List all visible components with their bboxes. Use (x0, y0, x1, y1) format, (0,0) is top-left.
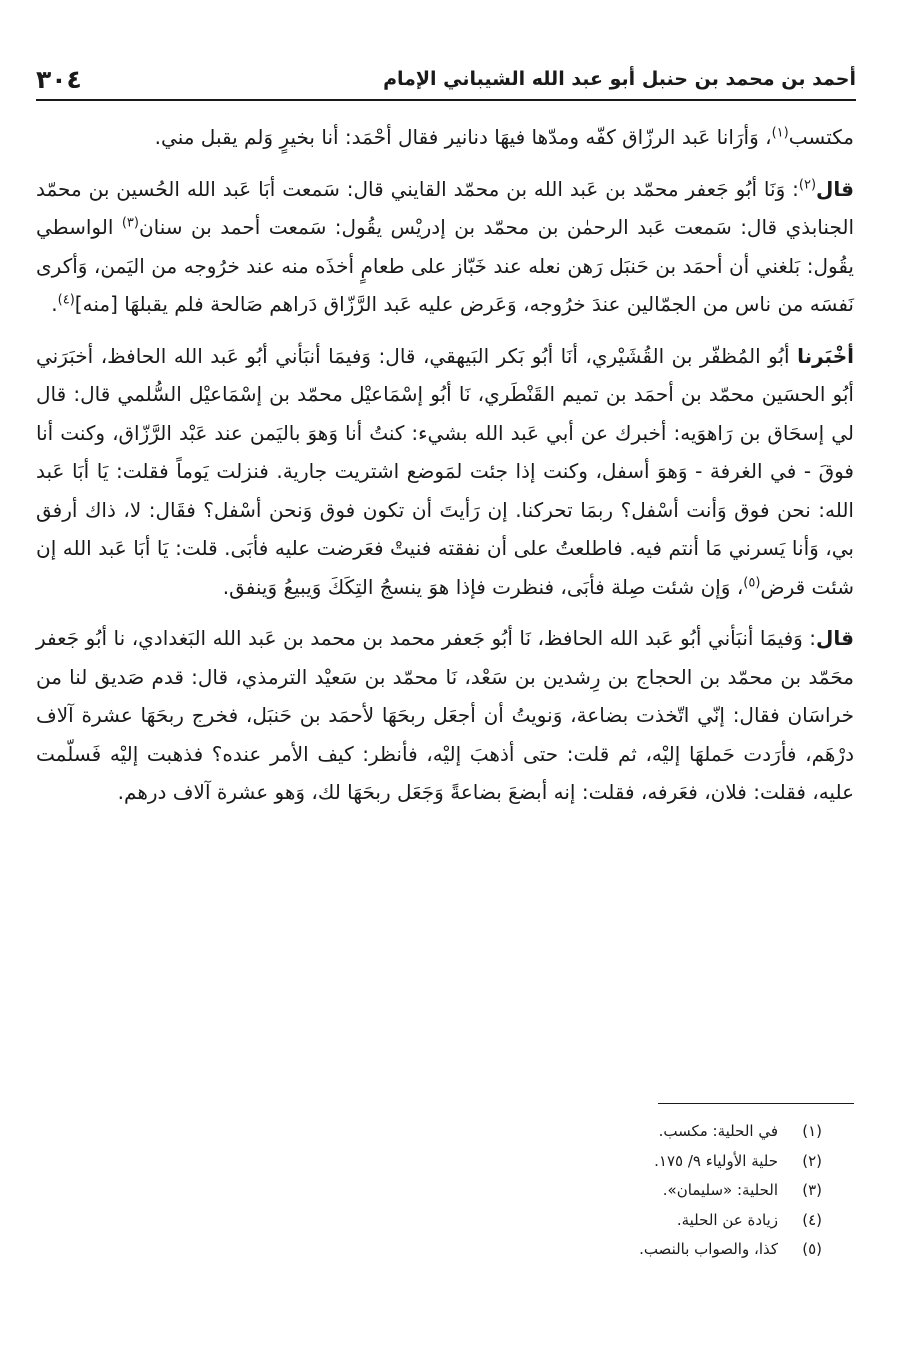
body-text (36, 118, 854, 825)
paragraph (36, 337, 854, 607)
footnote-number: (١) (802, 1122, 822, 1140)
header-rule (36, 99, 856, 101)
paragraph-lead-word: قال (816, 626, 854, 650)
footnote (300, 1235, 822, 1265)
footnote-ref: (٥) (743, 574, 761, 590)
paragraph-text: الواسطي يقُول: بَلغني أن أحمَد بن حَنبَل رَهن نعله عند خَبّاز على طعامٍ أخذَه منه عند خرُوجه من اليَمن، وَأكرى نَفسَه من ناس من الجمّالين عندَ خرُوجه، وَعَرض عليه عَبد الرَّزّاق دَراهم صَالحة فلم يقبلهَا [منه] (36, 215, 854, 316)
footnote-rule (658, 1103, 854, 1104)
page-number: ٣٠٤ (36, 64, 82, 94)
paragraph (36, 619, 854, 812)
running-title: أحمد بن محمد بن حنبل أبو عبد الله الشيباني الإمام (383, 68, 856, 90)
footnote-number: (٥) (802, 1240, 822, 1258)
footnote-text: حلية الأولياء ٩/ ١٧٥. (654, 1151, 778, 1170)
paragraph-lead-word: أخْبَرنا (797, 343, 854, 368)
footnote-ref: (١) (771, 125, 789, 141)
footnote-number: (٢) (802, 1151, 822, 1170)
footnote-number: (٤) (802, 1210, 822, 1229)
page-header (36, 58, 856, 100)
footnote (300, 1176, 822, 1206)
footnotes (300, 1117, 822, 1265)
footnote (300, 1117, 822, 1147)
footnote-text: زيادة عن الحلية. (676, 1210, 778, 1229)
paragraph-text: مكتسب (788, 125, 854, 149)
paragraph-lead-word: قال (816, 176, 854, 201)
footnote-ref: (٤) (57, 292, 75, 308)
footnote-text: الحلية: «سليمان». (662, 1181, 778, 1199)
paragraph (36, 170, 854, 324)
paragraph-text: . (51, 292, 58, 316)
paragraph-text: : وَنَا أبُو جَعفر محمّد بن عَبد الله بن محمّد القايني قال: سَمعت أبَا عَبد الله الحُسين بن محمّد الجنابذي قال: سَمعت عَبد الرحمٰن بن محمّد بن إدريْس يقُول: سَمعت أحمد بن سنان (36, 176, 854, 239)
footnote-text: في الحلية: مكسب. (658, 1122, 778, 1140)
footnote-ref: (٢) (798, 176, 817, 192)
paragraph (36, 118, 854, 157)
paragraph-text: ، وَإن شئت صِلة فأبَى، فنظرت فإذا هوَ ينسجُ التِكَكَ وَيبيعُ وَينفق. (222, 574, 744, 599)
footnote (300, 1206, 822, 1236)
footnote-text: كذا، والصواب بالنصب. (639, 1240, 778, 1258)
footnote-ref: (٣) (121, 215, 139, 231)
paragraph-text: : وَفيمَا أنبَأني أبُو عَبد الله الحافظ، نَا أبُو جَعفر محمد بن محمد بن عَبد الله البَغدادي، نا أبُو جَعفر محَمّد بن محمّد بن الحجاج بن رِشدين بن سَعْد، نَا محمّد بن سَعيْد الترمذي، قال: قدم صَديق لنا من خراسَان فقال: إنّي اتّخذت بضاعة، وَنويتُ أن أجعَل ربحَهَا لأحمَد بن حَنبَل، فخرج ربحَهَا عشرة آلاف درْهَم، فأرَدت حَملهَا إليْه، ثم قلت: حتى أذهبَ إليْه، فأنظر: كيف الأمر عنده؟ فذهبت إليْه فَسلّمت عليه، فقلت: فلان، فعَرفه، فقلت: إنه أبضعَ بضاعةً وَجَعَل ربحَهَا لك، وَهو عشرة آلاف درهم. (36, 626, 854, 804)
footnote (300, 1147, 822, 1177)
paragraph-text: ، وَأرَانا عَبد الرزّاق كفّه ومدّها فيهَا دنانير فقال أحْمَد: أنا بخيرٍ وَلم يقبل مني. (154, 125, 772, 149)
footnote-number: (٣) (802, 1181, 822, 1199)
paragraph-text: أبُو المُظفّر بن القُشَيْري، أنَا أبُو بَكر البَيهقي، قال: وَفيمَا أنبَأني أبُو عَبد الله الحافظ، أخبَرَني أبُو الحسَين محمّد بن أحمَد بن تميم القَنْطَري، نَا أبُو إسْمَاعيْل محمّد بن إسْمَاعيْل السُّلمي قال: قال لي إسحَاق بن رَاهوَيه: أخبرك عن أبي عَبد الله بشيء: كنتُ أنا وَهوَ باليَمن عند عَبْد الرَّزّاق، وكنت أنا فوقَ - في الغرفة - وَهوَ أسفل، وكنت إذا جئت لمَوضع اشتريت جارية. فنزلت يَوماً فقلت: يَا أبَا عَبد الله: نحن فوق وَأنت أسْفل؟ ربمَا تحركنا. إن رَأيتَ أن تكون فوق وَنحن أسْفل؟ فقَال: لا، ذاك أرفق بي، وَأنا يَسرني مَا أنتم فيه. فاطلعتُ على أن نفقته فنيتْ فعَرضت عليه فأبَى. قلت: يَا أبَا عَبد الله إن شئت قرض (36, 343, 854, 599)
